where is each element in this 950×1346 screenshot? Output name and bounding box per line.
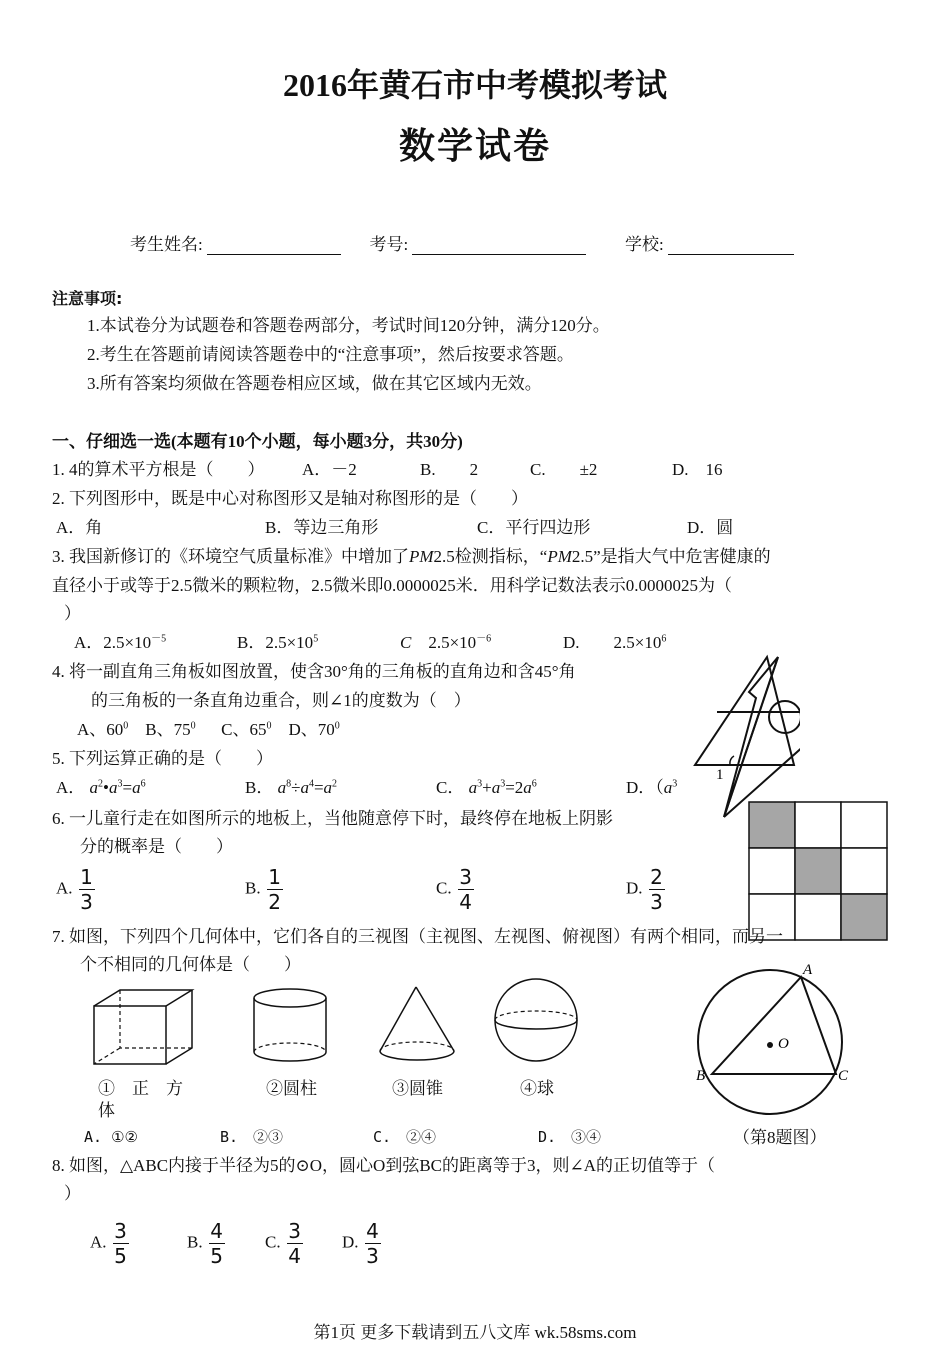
q4-options [77, 717, 340, 743]
name-blank[interactable] [207, 236, 341, 255]
q4-triangles-figure [690, 652, 800, 822]
student-info-row [130, 230, 794, 255]
point-b-label: B [696, 1068, 706, 1084]
point-a-label: A [803, 962, 813, 978]
q7-option-d[interactable]: D. ③④ [538, 1128, 602, 1146]
q8-figure-caption: （第8题图） [733, 1128, 827, 1147]
q5-stem: 5. 下列运算正确的是（ ） [52, 749, 273, 768]
q8-option-a[interactable]: A. $\frac{3}{5}$ [90, 1219, 127, 1268]
notice-item-2: 2.考生在答题前请阅读答题卷中的“注意事项”，然后按要求答题。 [87, 345, 574, 364]
q8-circle-figure [690, 958, 860, 1123]
q3-option-c[interactable]: C $2.5\times 10^{-6}$ [400, 633, 492, 652]
floor-tile [749, 848, 795, 894]
shape-2-label: ②圆柱 [266, 1079, 317, 1098]
school-label: 学校: [624, 235, 664, 254]
q4-option-a[interactable]: A、$60^0$ [77, 720, 129, 739]
name-label: 考生姓名: [130, 235, 203, 254]
q1-option-b[interactable]: B. 2 [420, 460, 479, 479]
q7-option-a[interactable]: A. ①② [84, 1128, 138, 1146]
q7-option-b[interactable]: B. ②③ [220, 1128, 284, 1146]
notice-item-3: 3.所有答案均须做在答题卷相应区域，做在其它区域内无效。 [87, 374, 542, 393]
center-point [767, 1042, 773, 1048]
q8-option-c[interactable]: C. $\frac{3}{4}$ [265, 1219, 301, 1268]
q2-option-d[interactable]: D．圆 [687, 518, 734, 537]
q5-option-b[interactable]: B． $a^8\div a^4=a^2$ [245, 778, 338, 797]
q3-option-d[interactable]: D. $2.5\times 10^6$ [563, 633, 667, 652]
q8-option-b[interactable]: B. $\frac{4}{5}$ [187, 1219, 223, 1268]
q8-line-2: ） [64, 1184, 81, 1203]
cylinder-shape [250, 986, 334, 1066]
shape-1-label-cont: 体 [98, 1101, 115, 1120]
school-blank[interactable] [668, 236, 794, 255]
point-o-label: O [778, 1036, 789, 1052]
q4-option-b[interactable]: B、$75^0$ [145, 720, 196, 739]
q8-option-d[interactable]: D. $\frac{4}{3}$ [342, 1219, 379, 1268]
q7-line-1: 7. 如图，下列四个几何体中，它们各自的三视图（主视图、左视图、俯视图）有两个相同，而另一 [52, 927, 783, 946]
q6-floor-grid [748, 801, 888, 941]
q2-option-b[interactable]: B．等边三角形 [265, 518, 379, 537]
q6-line-1: 6. 一儿童行走在如图所示的地板上，当他随意停下时，最终停在地板上阴影 [52, 809, 613, 828]
shaded-tile [749, 802, 795, 848]
q3-option-a[interactable]: A．$2.5\times 10^{-5}$ [74, 633, 167, 652]
q3-line-2: 直径小于或等于2.5微米的颗粒物，2.5微米即0.0000025米．用科学记数法表示0.0000025为（ [52, 576, 732, 595]
number-label: 考号: [369, 235, 409, 254]
cube-shape [90, 988, 200, 1068]
q4-option-c[interactable]: C、$65^0$ [221, 720, 272, 739]
q6-option-c[interactable]: C. $\frac{3}{4}$ [436, 865, 472, 914]
q2-option-a[interactable]: A．角 [56, 518, 103, 537]
q1-option-c[interactable]: C. ±2 [530, 460, 598, 479]
section-heading: 一、仔细选一选(本题有10个小题，每小题3分，共30分) [52, 432, 463, 451]
cone-shape [376, 984, 462, 1066]
q2-option-c[interactable]: C．平行四边形 [477, 518, 591, 537]
q7-line-2: 个不相同的几何体是（ ） [80, 955, 301, 974]
q1-stem: 1. 4的算术平方根是（ ） [52, 460, 265, 479]
sphere-shape [492, 976, 582, 1066]
paper-title: 数学试卷 [398, 126, 551, 166]
q6-line-2: 分的概率是（ ） [80, 837, 233, 856]
q4-angle-label: 1 [716, 767, 724, 783]
shape-4-label: ④球 [520, 1079, 554, 1098]
number-blank[interactable] [412, 236, 586, 255]
q3-line-1: 3. 我国新修订的《环境空气质量标准》中增加了PM2.5检测指标，“PM2.5”是指大气中危害健康的 [52, 547, 771, 566]
q4-line-2: 的三角板的一条直角边重合，则∠1的度数为（ ） [91, 691, 471, 710]
q2-stem: 2. 下列图形中，既是中心对称图形又是轴对称图形的是（ ） [52, 489, 528, 508]
page-footer: 第1页 更多下载请到五八文库 wk.58sms.com [313, 1323, 637, 1342]
q1-option-a[interactable]: A．－2 [302, 460, 357, 479]
notice-heading: 注意事项: [52, 289, 123, 308]
shape-1-label: ① 正 方 [98, 1079, 183, 1098]
exam-title: 2016年黄石市中考模拟考试 [282, 67, 667, 103]
q6-option-d[interactable]: D. $\frac{2}{3}$ [626, 865, 663, 914]
floor-tile [795, 802, 841, 848]
shape-3-label: ③圆锥 [392, 1079, 443, 1098]
q8-line-1: 8. 如图，△ABC内接于半径为5的⊙O，圆心O到弦BC的距离等于3，则∠A的正切值等于（ [52, 1156, 716, 1175]
shaded-tile [795, 848, 841, 894]
q3-option-b[interactable]: B．$2.5\times 10^5$ [237, 633, 319, 652]
q6-option-b[interactable]: B. $\frac{1}{2}$ [245, 865, 281, 914]
floor-tile [841, 802, 887, 848]
q1-option-d[interactable]: D. 16 [672, 460, 723, 479]
floor-tile [841, 848, 887, 894]
q6-option-a[interactable]: A. $\frac{1}{3}$ [56, 865, 93, 914]
q5-option-a[interactable]: A． $a^2•a^3=a^6$ [56, 778, 146, 797]
point-c-label: C [838, 1068, 849, 1084]
notice-item-1: 1.本试卷分为试题卷和答题卷两部分，考试时间120分钟，满分120分。 [87, 316, 610, 335]
q3-line-3: ） [64, 604, 81, 623]
q5-option-d[interactable]: D．（$a^3$ [626, 778, 678, 797]
triangle-abc [712, 977, 836, 1074]
q4-option-d[interactable]: D、$70^0$ [288, 720, 340, 739]
q7-option-c[interactable]: C. ②④ [373, 1128, 437, 1146]
q5-option-c[interactable]: C． $a^3+a^3=2a^6$ [436, 778, 537, 797]
q4-line-1: 4. 将一副直角三角板如图放置，使含30°角的三角板的直角边和含45°角 [52, 662, 576, 681]
